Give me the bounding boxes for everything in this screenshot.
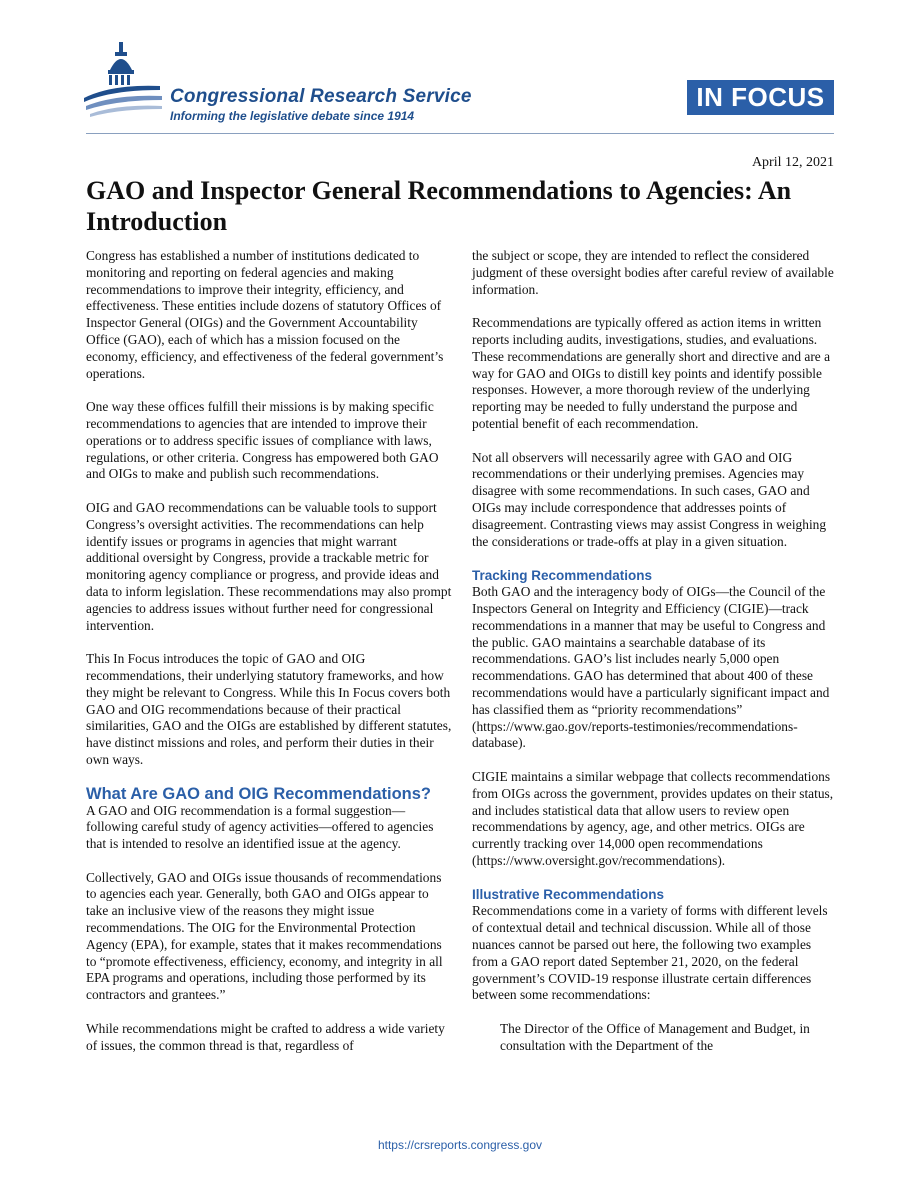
block-quote: The Director of the Office of Management and Budget, in consultation with the Department of the [500,1021,810,1053]
org-name: Congressional Research Service [170,86,472,107]
page-header [0,0,920,140]
capitol-dome-icon [82,40,162,120]
paragraph: Not all observers will necessarily agree with GAO and OIG recommendations or their underlying premises. Agencies may disagree with some recommendations. In such cases, GAO and OIGs may include correspondence that addresses points of disagreement. Contrasting views may assist Congress in weighing the considerations or trade-offs at play in a given situation. [472,449,827,549]
paragraph: While recommendations might be crafted to address a wide variety of issues, the common thread is that, regardless of [86,1020,445,1053]
right-column [472,248,836,1071]
paragraph: CIGIE maintains a similar webpage that collects recommendations from OIGs across the government, provides updates on their status, and includes statistical data that allow users to review open recommendations by agency, age, and other metrics. OIGs are currently tracking over 14,000 open recommendations (https://www.oversight.gov/recommendations). [472,768,834,868]
publication-date: April 12, 2021 [751,155,834,170]
paragraph: One way these offices fulfill their missions is by making specific recommendations to agencies that are intended to improve their operations or to address specific issues of compliance with laws, regulations, or other criteria. Congress has empowered both GAO and OIGs to make and publish such recommendations. [86,399,439,482]
paragraph: Collectively, GAO and OIGs issue thousands of recommendations to agencies each year. Generally, both GAO and OIGs appear to take an inclusive view of the reasons they might issue recommendations. The OIG for the Environmental Protection Agency (EPA), for example, states that it makes recommendations to “promote effectiveness, efficiency, economy, and integrity in all EPA programs and operations, including those performed by its contractors and grantees.” [86,869,443,1003]
footer-url[interactable]: https://crsreports.congress.gov [377,1138,543,1152]
paragraph: Recommendations are typically offered as action items in written reports including audits, investigations, studies, and evaluations. These recommendations are generally short and directive and are a way for GAO and OIGs to distill key points and identify possible responses. However, a more thorough review of the underlying reporting may be needed to fully understand the purpose and potential benefit of each recommendation. [472,315,831,431]
section-heading: Illustrative Recommendations [472,887,665,903]
paragraph: OIG and GAO recommendations can be valuable tools to support Congress’s oversight activities. The recommendations can help identify issues or programs in agencies that might warrant additional oversight by Congress, provide a trackable metric for monitoring agency compliance or progress, and provide ideas and data to inform legislation. These recommendations may also prompt agencies to address issues without further need for congressional intervention. [86,499,452,633]
header-divider [86,133,834,134]
paragraph: Congress has established a number of institutions dedicated to monitoring and reporting on federal agencies and making recommendations to improve their integrity, efficiency, and effectiveness. These entities include dozens of statutory Offices of Inspector General (OIGs) and the Government Accountability Office (GAO), each of which has a mission focused on the economy, efficiency, and effectiveness of the federal government’s operations. [86,248,444,381]
paragraph: Recommendations come in a variety of forms with different levels of contextual detail and technical discussion. While all of those nuances cannot be parsed out here, the following two examples from a GAO report dated September 21, 2020, on the federal government’s COVID-19 response illustrate certain differences between some recommendations: [472,903,828,1003]
in-focus-badge: IN FOCUS [687,80,834,115]
left-column [86,248,452,1071]
paragraph: the subject or scope, they are intended to reflect the considered judgment of these oversight bodies after careful review of available information. [472,248,834,297]
paragraph: This In Focus introduces the topic of GAO and OIG recommendations, their underlying statutory frameworks, and how they might be relevant to Congress. While this In Focus covers both GAO and OIG recommendations because of their practical similarities, GAO and the OIGs are established by different statutes, have distinct missions and roles, and perform their duties in their own ways. [86,651,452,767]
page-title: GAO and Inspector General Recommendations to Agencies: An Introduction [86,176,792,236]
paragraph: Both GAO and the interagency body of OIGs—the Council of the Inspectors General on Integrity and Efficiency (CIGIE)—track recommendations in a manner that may be useful to Congress and the public. GAO maintains a searchable database of its recommendations. GAO’s list includes nearly 5,000 open recommendations. GAO has determined that about 400 of these recommendations would have a particularly significant impact and has classified them as “priority recommendations” (https://www.gao.gov/reports-testimonies/recommendations-database). [472,584,830,751]
paragraph: A GAO and OIG recommendation is a formal suggestion—following careful study of agency activities—offered to agencies that is intended to resolve an identified issue at the agency. [86,802,434,852]
section-heading: What Are GAO and OIG Recommendations? [86,784,432,803]
org-tagline: Informing the legislative debate since 1914 [170,109,415,123]
section-heading: Tracking Recommendations [472,568,653,584]
